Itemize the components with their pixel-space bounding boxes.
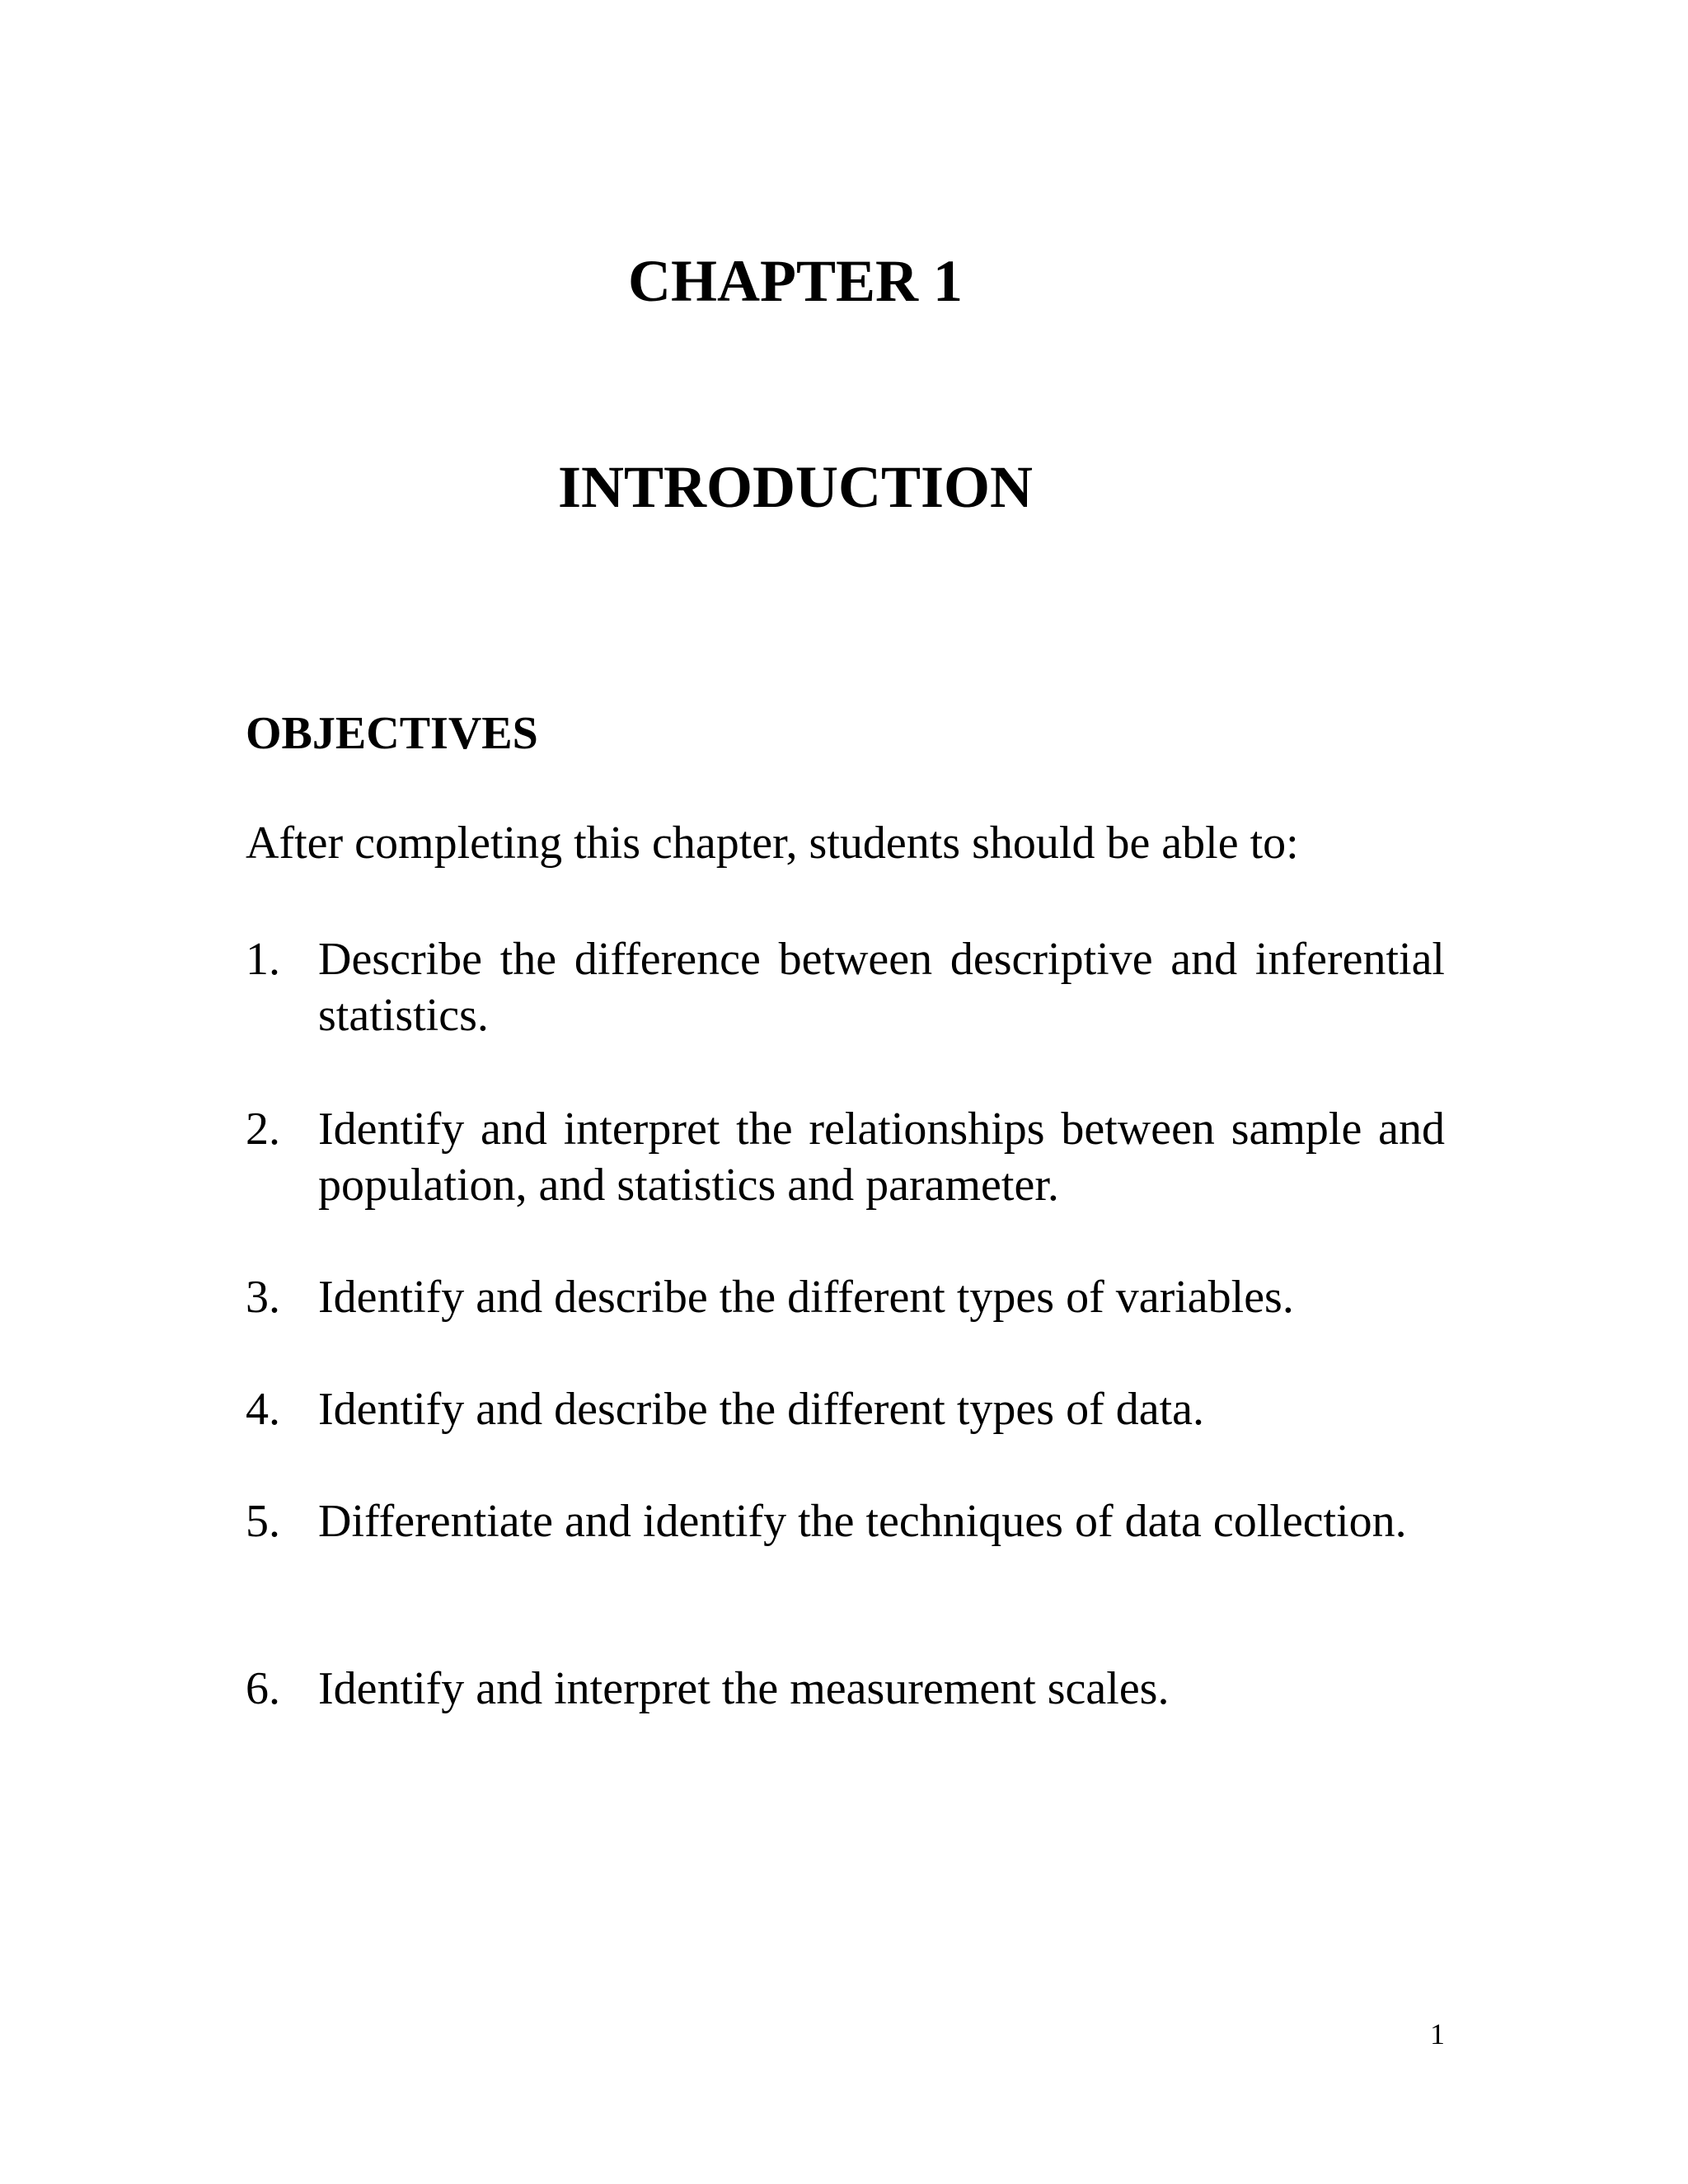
objective-item xyxy=(246,1661,1445,1717)
objective-item xyxy=(246,1269,1445,1325)
objectives-heading: OBJECTIVES xyxy=(246,708,538,759)
chapter-title-heading: INTRODUCTION xyxy=(557,454,1034,520)
page-number: 1 xyxy=(1430,2018,1445,2050)
objective-text: Describe the difference between descriptive and inferential statistics. xyxy=(318,934,1445,1041)
objective-item xyxy=(246,1493,1445,1549)
objective-item xyxy=(246,931,1445,1043)
objective-number: 2. xyxy=(246,1104,280,1155)
objective-number: 1. xyxy=(246,934,280,985)
objective-item xyxy=(246,1101,1445,1213)
objectives-intro: After completing this chapter, students should be able to: xyxy=(246,818,1299,869)
objective-text: Identify and describe the different types of data. xyxy=(318,1384,1204,1435)
objective-number: 4. xyxy=(246,1384,280,1435)
objective-text: Identify and interpret the relationships between sample and population, and statistics and parameter. xyxy=(318,1104,1445,1211)
objective-number: 3. xyxy=(246,1272,280,1323)
objective-text: Differentiate and identify the techniques of data collection. xyxy=(318,1496,1407,1547)
objective-number: 5. xyxy=(246,1496,280,1547)
objective-item xyxy=(246,1381,1445,1437)
objective-text: Identify and interpret the measurement scales. xyxy=(318,1663,1170,1714)
chapter-number-heading: CHAPTER 1 xyxy=(627,248,964,314)
objective-number: 6. xyxy=(246,1663,280,1714)
objective-text: Identify and describe the different types of variables. xyxy=(318,1272,1294,1323)
